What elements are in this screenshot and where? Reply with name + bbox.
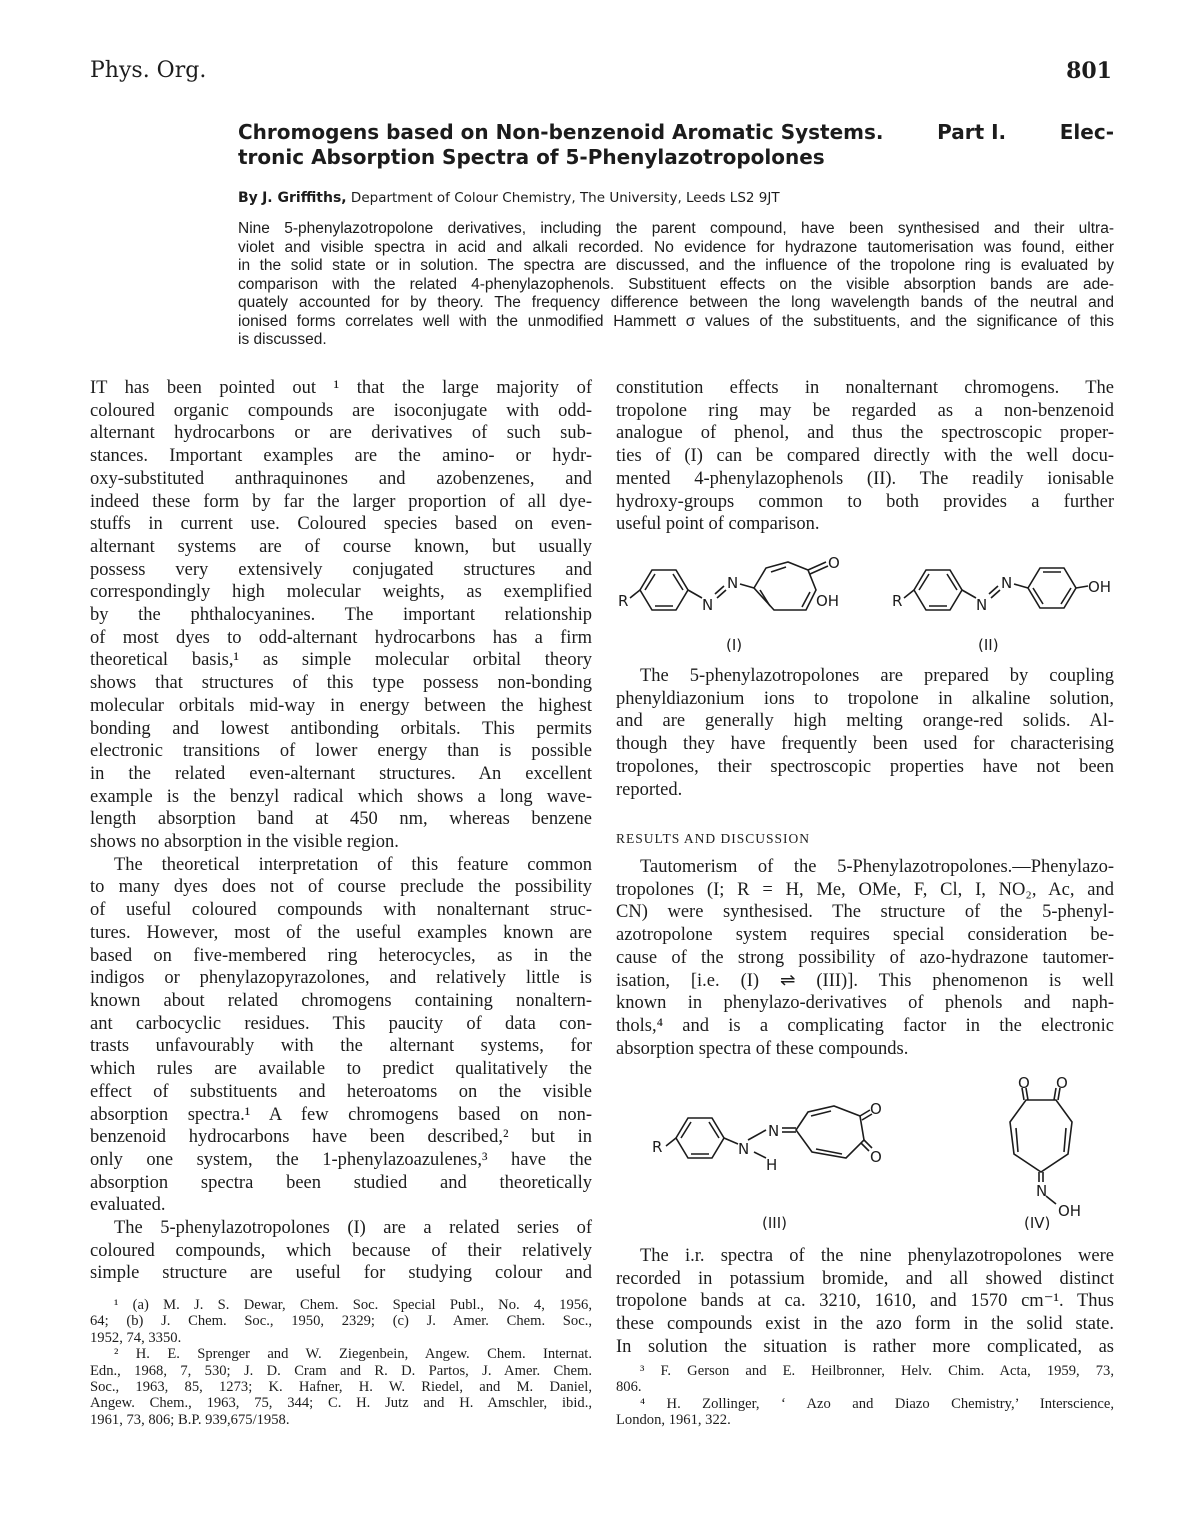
- struct-iii-R: R: [652, 1138, 663, 1156]
- body-line: constitution effects in nonalternant chromogens. The: [616, 378, 1114, 398]
- body-line: of most dyes to odd-alternant hydrocarbons has a firm: [90, 627, 592, 648]
- body-line: reported.: [616, 779, 683, 800]
- body-line: phenyldiazonium ions to tropolone in alkaline solution,: [616, 688, 1114, 709]
- struct-ii-label: (II): [978, 636, 999, 654]
- right-column-middle: [616, 665, 1114, 801]
- footnote-line: ¹ (a) M. J. S. Dewar, Chem. Soc. Special Publ., No. 4, 1956,: [114, 1297, 592, 1313]
- body-line: evaluated.: [90, 1195, 166, 1216]
- abstract-line: is discussed.: [238, 331, 327, 348]
- struct-iv-OH: OH: [1058, 1202, 1082, 1220]
- body-line: oxy-substituted anthraquinones and azobenzenes, and: [90, 468, 592, 489]
- struct-iv-O2: O: [1056, 1074, 1068, 1092]
- article-title: [238, 120, 1114, 170]
- body-line: absorption spectra been studied and theoretically: [90, 1172, 592, 1193]
- body-line: known about related chromogens containing nonaltern-: [90, 990, 592, 1011]
- body-line: to many dyes does not of course preclude the possibility: [90, 877, 592, 898]
- abstract-line: in the solid state or in solution. The spectra are discussed, and the influence of the tropolone ring is evaluated by: [238, 257, 1114, 274]
- structure-ii-bonds: [904, 568, 1088, 610]
- struct-ii-OH: OH: [1088, 578, 1112, 596]
- body-line: CN) were synthesised. The structure of the 5-phenyl-: [616, 902, 1114, 923]
- title-part-2: Part I.: [937, 120, 1007, 144]
- footnotes-right: [616, 1363, 1114, 1429]
- body-line: coloured organic compounds are isoconjugate with odd-: [90, 400, 592, 421]
- body-line: which rules are available to predict qualitatively the: [90, 1059, 592, 1080]
- struct-ii-N1: N: [976, 596, 988, 614]
- footnote-line: Edn., 1968, 7, 530; J. D. Cram and R. D. Partos, J. Amer. Chem.: [90, 1362, 592, 1379]
- body-line: tropolone bands at ca. 3210, 1610, and 1570 cm⁻¹. Thus: [616, 1291, 1114, 1312]
- body-line: electronic transitions of lower energy than is possible: [90, 741, 592, 762]
- body-line: tropolone ring may be regarded as a non-benzenoid: [616, 400, 1114, 421]
- footnotes-left: [90, 1297, 592, 1428]
- body-line: IT has been pointed out ¹ that the large majority of: [90, 378, 592, 398]
- struct-iv-O1: O: [1018, 1074, 1030, 1092]
- body-line: isation, [i.e. (I) ⇌ (III)]. This phenomenon is well: [616, 970, 1114, 991]
- body-line: analogue of phenol, and thus the spectroscopic proper-: [616, 423, 1114, 444]
- body-line: by the phthalocyanines. The important relationship: [90, 605, 592, 626]
- body-line: tropolones, their spectroscopic properties have not been: [616, 756, 1114, 777]
- body-line: shows no absorption in the visible region.: [90, 832, 399, 853]
- body-line: The 5-phenylazotropolones are prepared by coupling: [640, 666, 1114, 686]
- struct-i-N2: N: [727, 574, 739, 592]
- footnote-line: ³ F. Gerson and E. Heilbronner, Helv. Chim. Acta, 1959, 73,: [640, 1363, 1114, 1379]
- footnote-line: 1961, 73, 806; B.P. 939,675/1958.: [90, 1411, 290, 1428]
- footnote-line: 806.: [616, 1379, 642, 1396]
- body-line: mented 4-phenylazophenols (II). The readily ionisable: [616, 468, 1114, 489]
- struct-i-O: O: [828, 554, 840, 572]
- structures-i-ii: [616, 548, 1114, 658]
- struct-iv-N: N: [1036, 1182, 1048, 1200]
- body-line: correspondingly high molecular weights, as exemplified: [90, 582, 592, 603]
- struct-ii-N2: N: [1001, 574, 1013, 592]
- body-line: alternant systems are of course known, but usually: [90, 536, 592, 557]
- footnote-line: ² H. E. Sprenger and W. Ziegenbein, Angew. Chem. Internat.: [114, 1346, 592, 1363]
- struct-iii-N1: N: [738, 1140, 750, 1158]
- footnote-line: ⁴ H. Zollinger, ‘ Azo and Diazo Chemistry,’ Interscience,: [640, 1395, 1114, 1412]
- body-line: in the related even-alternant structures. An excellent: [90, 763, 592, 784]
- struct-i-R: R: [618, 592, 629, 610]
- footnote-line: 1952, 74, 3350.: [90, 1329, 182, 1346]
- running-head: Phys. Org.: [90, 58, 207, 83]
- body-line: trasts unfavourably with the alternant systems, for: [90, 1036, 592, 1057]
- body-line: these compounds exist in the azo form in the solid state.: [616, 1314, 1114, 1335]
- body-line: The theoretical interpretation of this feature common: [114, 854, 592, 875]
- body-line: absorption spectra of these compounds.: [616, 1038, 909, 1059]
- body-line: Tautomerism of the 5-Phenylazotropolones.—Phenylazo-: [640, 857, 1114, 877]
- body-line: theoretical basis,¹ as simple molecular orbital theory: [90, 650, 592, 671]
- body-line: azotropolone system requires special consideration be-: [616, 925, 1114, 946]
- body-line: known in phenylazo-derivatives of phenols and naph-: [616, 993, 1114, 1014]
- body-line: useful point of comparison.: [616, 514, 820, 535]
- author-name: J. Griffiths,: [262, 190, 347, 206]
- body-line: length absorption band at 450 nm, whereas benzene: [90, 809, 592, 830]
- body-line: hydroxy-groups common to both provides a further: [616, 491, 1114, 512]
- body-line: effect of substituents and heteroatoms on the visible: [90, 1081, 592, 1102]
- body-line: The 5-phenylazotropolones (I) are a related series of: [114, 1218, 592, 1239]
- byline: [238, 190, 780, 206]
- body-line: based on five-membered ring heterocycles, as in the: [90, 945, 592, 966]
- right-column-bottom: [616, 1245, 1114, 1359]
- by-word: By: [238, 190, 258, 206]
- body-line: In solution the situation is rather more complicated, as: [616, 1336, 1114, 1357]
- body-line: only one system, the 1-phenylazoazulenes,³ have the: [90, 1149, 592, 1170]
- body-line: ant carbocyclic residues. This paucity of data con-: [90, 1013, 592, 1034]
- body-line: and are generally high melting orange-red solids. Al-: [616, 711, 1114, 732]
- struct-iii-O1: O: [870, 1100, 882, 1118]
- title-line-2: tronic Absorption Spectra of 5-Phenylazotropolones: [238, 145, 825, 169]
- body-line: recorded in potassium bromide, and all showed distinct: [616, 1268, 1114, 1289]
- body-line: possess very extensively conjugated structures and: [90, 559, 592, 580]
- title-part-3: Elec-: [1059, 120, 1114, 144]
- body-line: stances. Important examples are the amino- or hydr-: [90, 446, 592, 467]
- abstract-line: quately accounted for by theory. The frequency difference between the long wavelength bands of the neutral and: [238, 294, 1114, 311]
- struct-iii-H: H: [766, 1156, 778, 1174]
- struct-iii-label: (III): [762, 1214, 787, 1232]
- section-heading: RESULTS AND DISCUSSION: [616, 831, 811, 846]
- struct-i-label: (I): [726, 636, 743, 654]
- body-line: shows that structures of this type possess non-bonding: [90, 673, 592, 694]
- page-number: 801: [1066, 58, 1112, 84]
- body-line: cause of the strong possibility of azo-hydrazone tautomer-: [616, 947, 1114, 968]
- struct-iii-N2: N: [768, 1122, 780, 1140]
- structures-iii-iv: [616, 1072, 1114, 1232]
- abstract-line: Nine 5-phenylazotropolone derivatives, including the parent compound, have been synthesised and their ultra-: [238, 220, 1114, 237]
- body-line: tures. However, most of the useful examples known are: [90, 922, 592, 943]
- body-line: stuffs in current use. Coloured species based on even-: [90, 514, 592, 535]
- abstract-line: violet and visible spectra in acid and alkali recorded. No evidence for hydrazone tautomerisation was found, either: [238, 238, 1114, 256]
- body-line: indeed these form by far the larger proportion of all dye-: [90, 491, 592, 512]
- body-line: indigos or phenylazopyrazolones, and relatively little is: [90, 968, 592, 989]
- struct-i-OH: OH: [816, 592, 840, 610]
- affiliation: Department of Colour Chemistry, The University, Leeds LS2 9JT: [350, 190, 780, 206]
- title-part-1: Chromogens based on Non-benzenoid Aromatic Systems.: [238, 120, 884, 144]
- footnote-line: London, 1961, 322.: [616, 1412, 731, 1429]
- body-line: example is the benzyl radical which shows a long wave-: [90, 786, 592, 807]
- struct-ii-R: R: [892, 592, 903, 610]
- body-line: bonding and lowest antibonding orbitals. This permits: [90, 718, 592, 739]
- right-column-results: [616, 856, 1114, 1060]
- body-line: of useful coloured compounds with nonalternant struc-: [90, 900, 592, 921]
- body-line: ties of (I) can be compared directly with the well docu-: [616, 446, 1114, 467]
- struct-iv-label: (IV): [1024, 1214, 1051, 1232]
- body-line: alternant hydrocarbons or are derivatives of such sub-: [90, 423, 592, 444]
- body-line: molecular orbitals mid-way in energy between the highest: [90, 695, 592, 716]
- body-line: tropolones (I; R = H, Me, OMe, F, Cl, I, NO₂, Ac, and: [616, 879, 1114, 900]
- footnote-line: 64; (b) J. Chem. Soc., 1950, 2329; (c) J. Amer. Chem. Soc.,: [90, 1313, 592, 1330]
- body-line: though they have frequently been used for characterising: [616, 734, 1114, 755]
- left-column: [90, 377, 592, 1285]
- abstract-line: comparison with the related 4-phenylazophenols. Substituent effects on the visible absorption bands are ade-: [238, 275, 1114, 293]
- right-column-top: [616, 377, 1114, 536]
- body-line: thols,⁴ and is a complicating factor in the electronic: [616, 1015, 1114, 1036]
- abstract: [238, 220, 1114, 350]
- abstract-line: ionised forms correlates well with the unmodified Hammett σ values of the substituents, and the significance of this: [238, 312, 1114, 330]
- body-line: benzenoid hydrocarbons have been described,² but in: [90, 1127, 592, 1148]
- body-line: The i.r. spectra of the nine phenylazotropolones were: [640, 1246, 1114, 1266]
- footnote-line: Angew. Chem., 1963, 75, 344; C. H. Jutz and H. Amschler, ibid.,: [90, 1395, 592, 1412]
- footnote-line: Soc., 1963, 85, 1273; K. Hafner, H. W. Riedel, and M. Daniel,: [90, 1379, 592, 1396]
- body-line: absorption spectra.¹ A few chromogens based on non-: [90, 1104, 592, 1125]
- struct-iii-O2: O: [870, 1148, 882, 1166]
- body-line: coloured compounds, which because of their relatively: [90, 1240, 592, 1261]
- body-line: simple structure are useful for studying colour and: [90, 1263, 592, 1284]
- struct-i-N1: N: [702, 596, 714, 614]
